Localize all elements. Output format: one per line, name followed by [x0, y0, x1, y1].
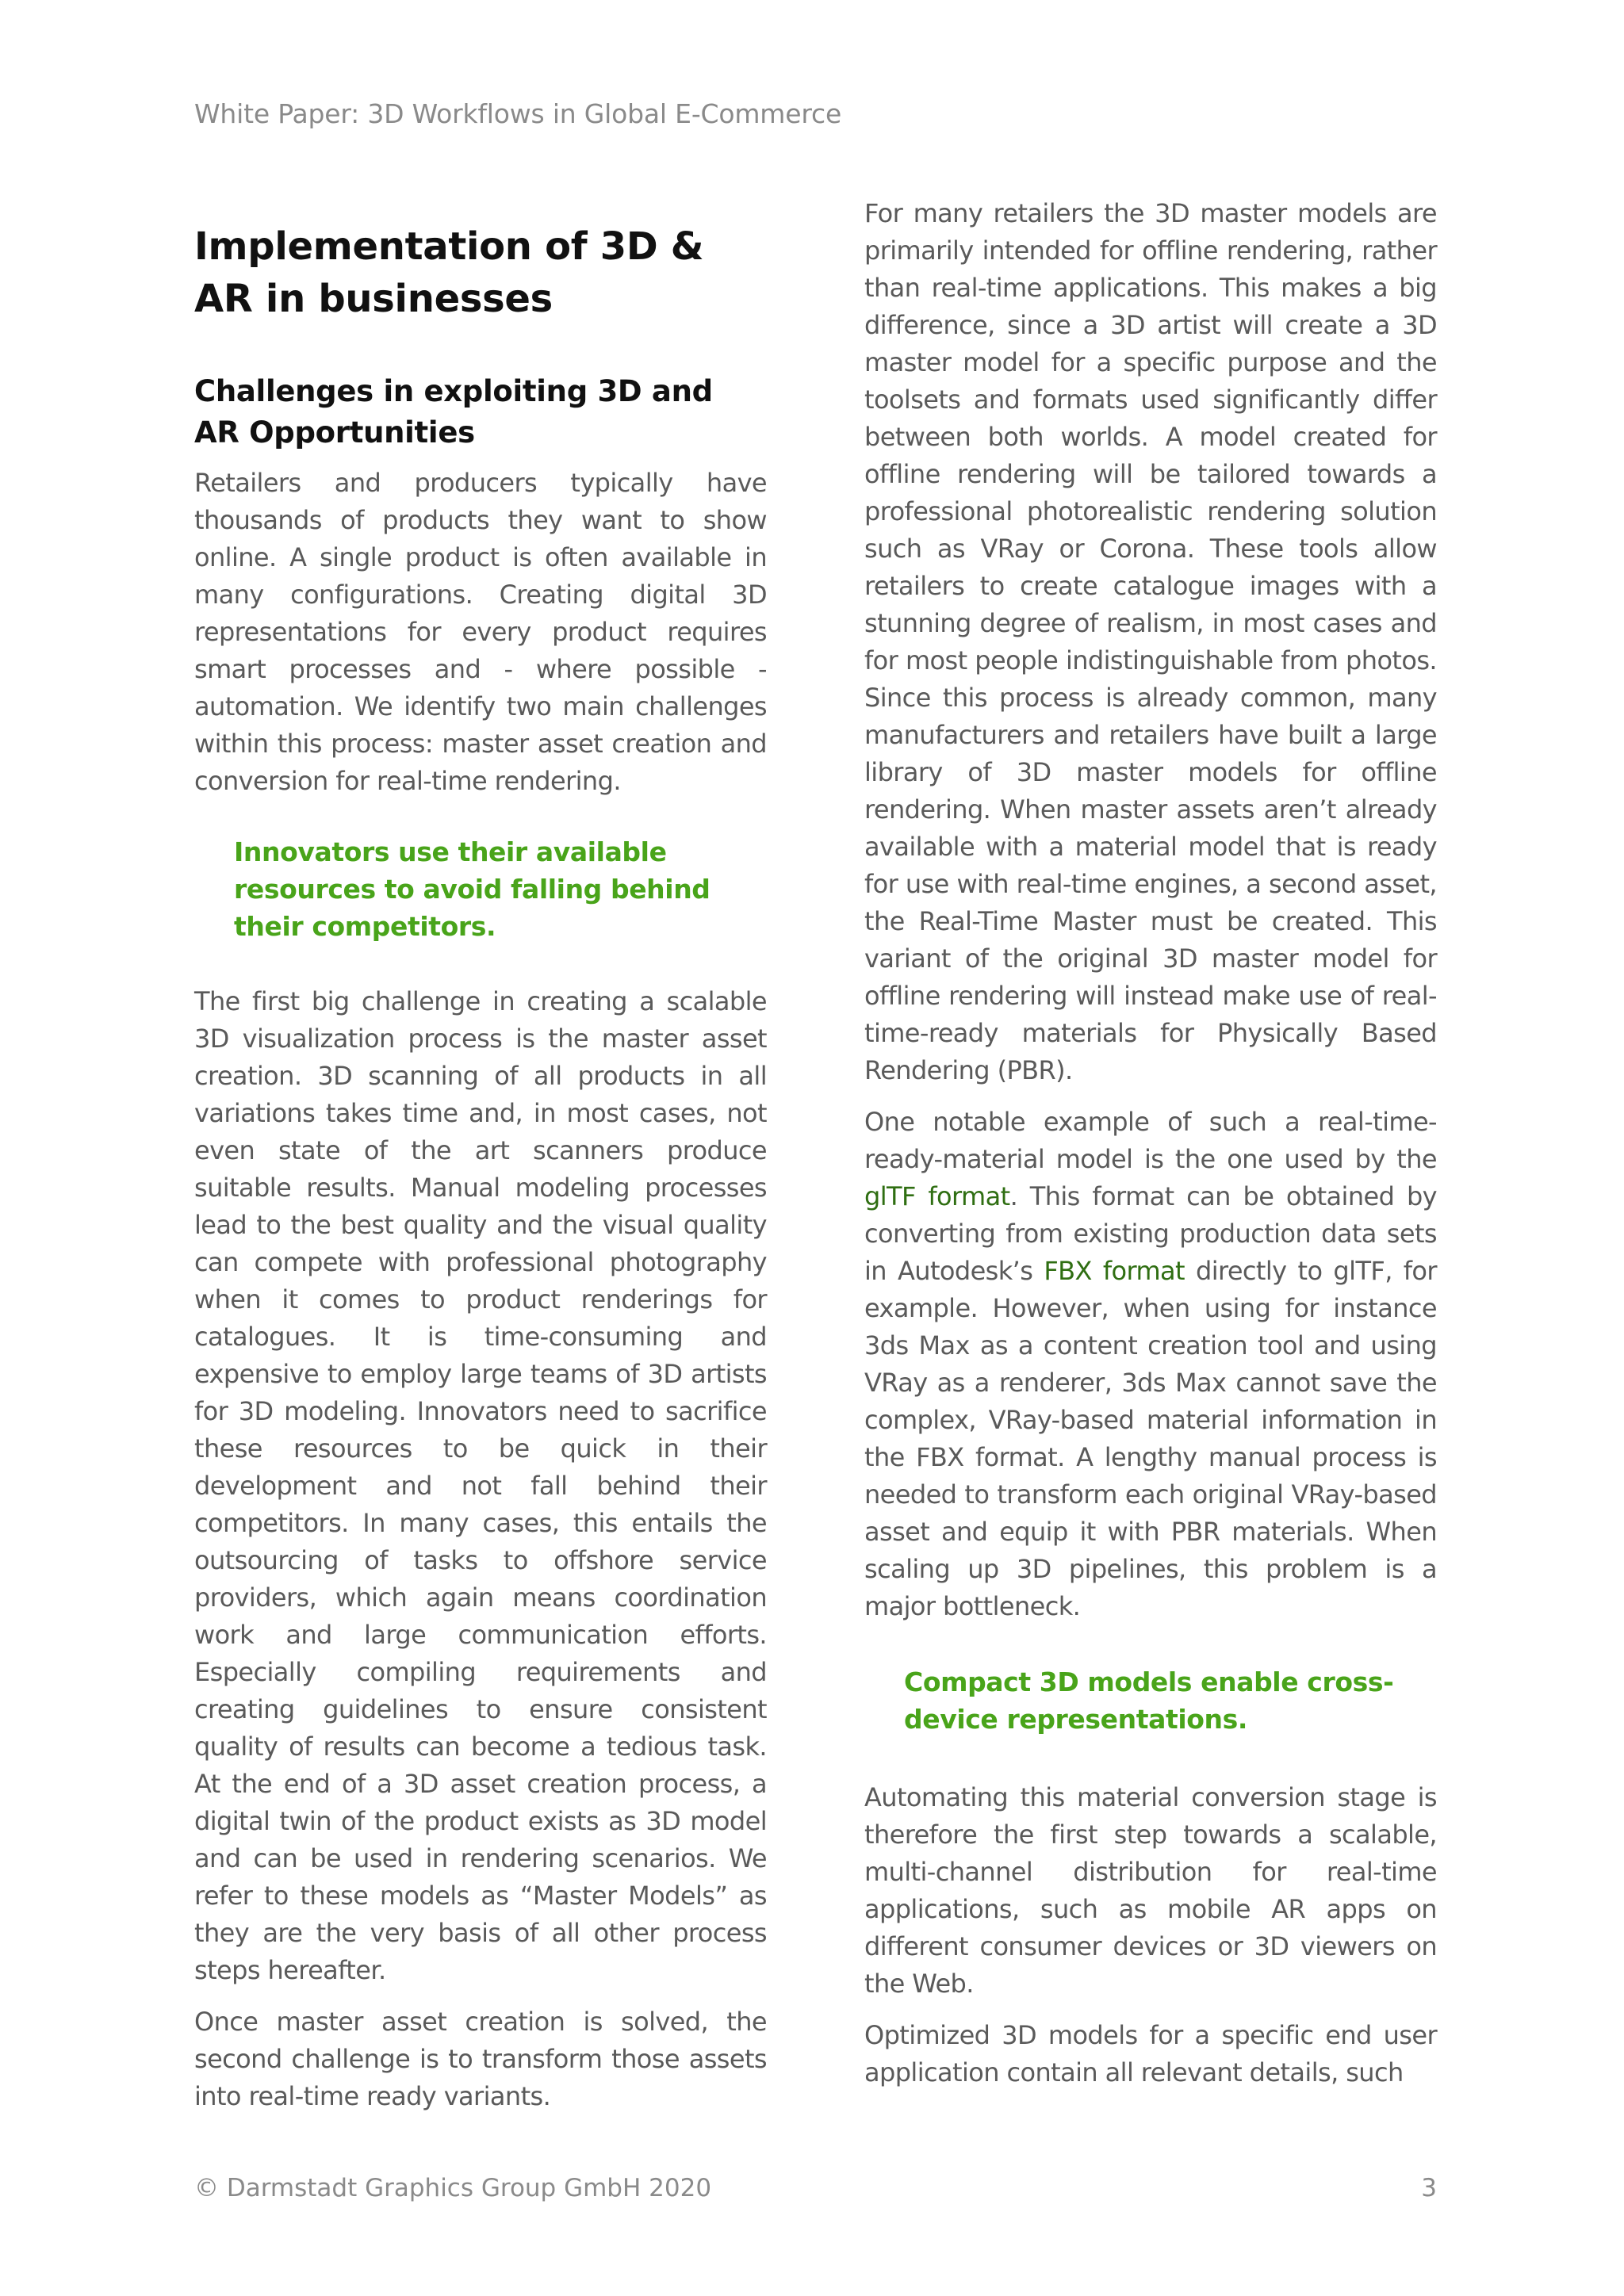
fbx-format-link[interactable]: FBX format [1044, 1256, 1185, 1286]
paragraph: For many retailers the 3D master models are primarily intended for offline rendering, rather than real-time applications. This makes a big difference, since a 3D artist will create a 3D master model for a specific purpose and the toolsets and formats used significantly differ between both worlds. A model created for offline rendering will be tailored towards a professional photorealistic rendering solution such as VRay or Corona. These tools allow retailers to create catalogue images with a stunning degree of realism, in most cases and for most people indistinguishable from photos. Since this process is already common, many manufacturers and retailers have built a large library of 3D master models for offline rendering. When master assets aren’t already available with a material model that is ready for use with real-time engines, a second asset, the Real-Time Master must be created. This variant of the original 3D master model for offline rendering will instead make use of real-time-ready materials for Physically Based Rendering (PBR). [864, 198, 1437, 1085]
text-span: . This format can be obtained by converting from existing production data sets in Autodesk’s [864, 1181, 1437, 1286]
paragraph: Automating this material conversion stage is therefore the first step towards a scalable, multi-channel distribution for real-time applications, such as mobile AR apps on different consumer devices or 3D viewers on the Web. [864, 1782, 1437, 1999]
footer-copyright: © Darmstadt Graphics Group GmbH 2020 [194, 2174, 712, 2202]
text-span: One notable example of such a real-time-ready-material model is the one used by the [864, 1107, 1437, 1174]
paragraph: Optimized 3D models for a specific end user application contain all relevant details, such [864, 2020, 1437, 2087]
page-number: 3 [1421, 2174, 1437, 2202]
left-column [194, 197, 767, 2115]
paragraph: Retailers and producers typically have thousands of products they want to show online. A single product is often available in many configurations. Creating digital 3D representations for every product requires smart processes and - where possible - automation. We identify two main challenges within this process: master asset creation and conversion for real-time rendering. [194, 468, 767, 796]
running-header: White Paper: 3D Workflows in Global E-Commerce [194, 98, 842, 129]
pull-quote: Compact 3D models enable cross-device representations. [904, 1667, 1394, 1735]
paragraph: The first big challenge in creating a scalable 3D visualization process is the master asset creation. 3D scanning of all products in all variations takes time and, in most cases, not even state of the art scanners produce suitable results. Manual modeling processes lead to the best quality and the visual quality can compete with professional photography when it comes to product renderings for catalogues. It is time-consuming and expensive to employ large teams of 3D artists for 3D modeling. Innovators need to sacrifice these resources to be quick in their development and not fall behind their competitors. In many cases, this entails the outsourcing of tasks to offshore service providers, which again means coordination work and large communication efforts. Especially compiling requirements and creating guidelines to ensure consistent quality of results can become a tedious task. At the end of a 3D asset creation process, a digital twin of the product exists as 3D model and can be used in rendering scenarios. We refer to these models as “Master Models” as they are the very basis of all other process steps hereafter. [194, 986, 767, 1985]
text-span: directly to glTF, for example. However, when using for instance 3ds Max as a content creation tool and using VRay as a renderer, 3ds Max cannot save the complex, VRay-based material information in the FBX format. A lengthy manual process is needed to transform each original VRay-based asset and equip it with PBR materials. When scaling up 3D pipelines, this problem is a major bottleneck. [864, 1256, 1437, 1621]
subsection-title: Challenges in exploiting 3D and AR Opportunities [194, 374, 713, 450]
section-title: Implementation of 3D & AR in businesses [194, 224, 704, 321]
right-column [864, 195, 1437, 2106]
paragraph: Once master asset creation is solved, the second challenge is to transform those assets into real-time ready variants. [194, 2007, 767, 2111]
gltf-format-link[interactable]: glTF format [864, 1181, 1010, 1211]
pull-quote: Innovators use their available resources to avoid falling behind their competitors. [234, 836, 710, 942]
paragraph-with-links [864, 1104, 1437, 1625]
